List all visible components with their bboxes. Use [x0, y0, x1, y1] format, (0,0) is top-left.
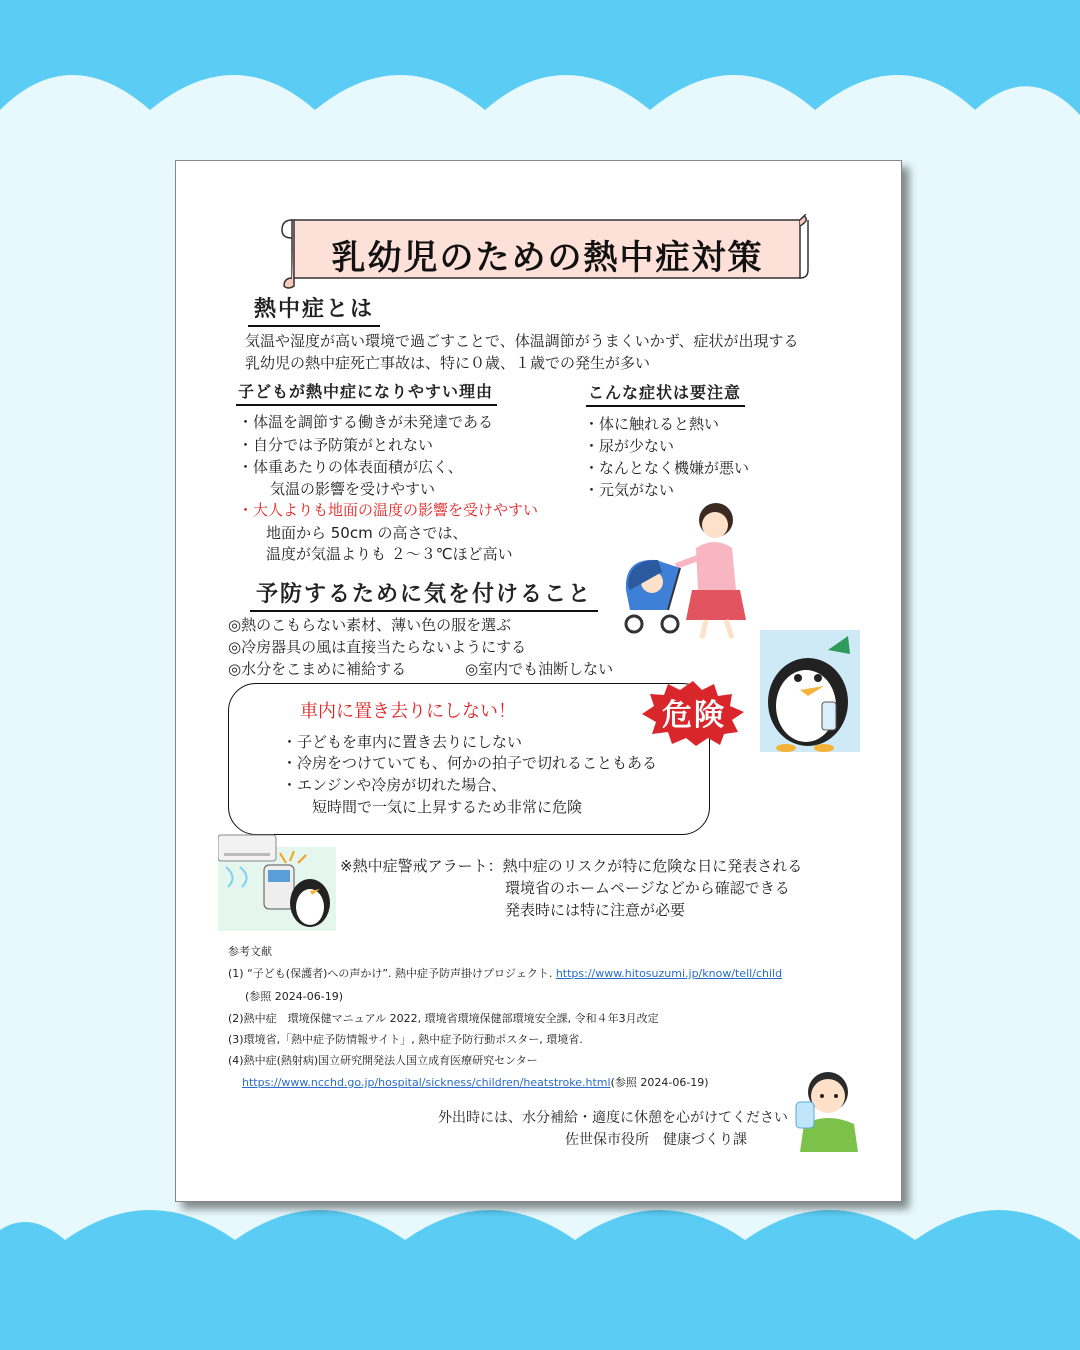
car-warning-heading: 車内に置き去りにしない！ [300, 701, 516, 722]
footer-message: 外出時には、水分補給・適度に休憩を心がけてください [438, 1110, 788, 1126]
references-heading: 参考文献 [228, 945, 272, 958]
prevention-item: ◎水分をこまめに補給する [228, 660, 407, 678]
prevention-item: ◎熱のこもらない素材、薄い色の服を選ぶ [228, 616, 512, 634]
section-heading-what-is-heatstroke: 熱中症とは [248, 292, 380, 327]
symptom-item: ・体に触れると熱い [584, 415, 720, 433]
prevention-heading: 予防するために気を付けること [250, 577, 598, 612]
reasons-heading: 子どもが熱中症になりやすい理由 [236, 379, 497, 406]
reason-item: ・自分では予防策がとれない [238, 436, 434, 454]
bottom-wave-decoration [0, 1190, 1080, 1350]
reference-1-access-date: (参照 2024-06-19) [245, 990, 344, 1003]
car-warning-item: ・冷房をつけていても、何かの拍子で切れることもある [282, 754, 658, 772]
page-title: 乳幼児のための熱中症対策 [331, 238, 764, 278]
symptom-item: ・尿が少ない [584, 437, 675, 455]
reason-item: ・体温を調節する働きが未発達である [238, 413, 494, 431]
reference-1-link[interactable]: https://www.hitosuzumi.jp/know/tell/child [555, 967, 783, 980]
alert-source: 環境省のホームページなどから確認できる [505, 879, 790, 897]
car-warning-item: ・エンジンや冷房が切れた場合、 [282, 776, 507, 794]
reason-item-highlighted: ・大人よりも地面の温度の影響を受けやすい [238, 501, 539, 519]
reference-4-link[interactable]: https://www.ncchd.go.jp/hospital/sickness/children/heatstroke.html [242, 1076, 611, 1089]
reference-4-access-date: (参照 2024-06-19) [610, 1076, 709, 1089]
symptom-item: ・なんとなく機嫌が悪い [584, 459, 750, 477]
reason-item-continued: 気温の影響を受けやすい [270, 480, 436, 498]
reference-4-link-line [242, 1075, 709, 1091]
alert-caution: 発表時には特に注意が必要 [505, 901, 686, 919]
reference-2: (2)熱中症 環境保健マニュアル 2022, 環境省環境保健部環境安全課, 令和４年3月改定 [228, 1012, 659, 1025]
car-warning-item: ・子どもを車内に置き去りにしない [282, 733, 523, 751]
car-warning-item-continued: 短時間で一気に上昇するため非常に危険 [312, 798, 583, 816]
prevention-item: ◎室内でも油断しない [465, 660, 614, 678]
reason-detail: 地面から 50cm の高さでは、 [266, 524, 468, 542]
infant-risk-text: 乳幼児の熱中症死亡事故は、特に０歳、１歳での発生が多い [245, 354, 651, 372]
reference-4: (4)熱中症(熱射病)国立研究開発法人国立成育医療研究センター [228, 1054, 538, 1067]
footer-organization: 佐世保市役所 健康づくり課 [565, 1132, 747, 1148]
boy-drinking-water-illustration [792, 1066, 860, 1152]
reference-1-text: (1) “子ども(保護者)への声かけ”. 熱中症予防声掛けプロジェクト. [228, 967, 553, 980]
reason-item: ・体重あたりの体表面積が広く、 [238, 458, 463, 476]
definition-text: 気温や湿度が高い環境で過ごすことで、体温調節がうまくいかず、症状が出現する [245, 332, 799, 350]
symptom-item: ・元気がない [584, 481, 675, 499]
reason-detail: 温度が気温よりも ２～３℃ほど高い [266, 545, 513, 563]
prevention-item: ◎冷房器具の風は直接当たらないようにする [228, 638, 527, 656]
symptoms-heading: こんな症状は要注意 [586, 380, 745, 407]
mother-stroller-illustration [618, 498, 753, 643]
top-wave-decoration [0, 0, 1080, 140]
alert-definition: ※熱中症警戒アラート：熱中症のリスクが特に危険な日に発表される [340, 857, 803, 875]
reference-1 [228, 966, 782, 982]
air-conditioner-penguin-illustration [218, 833, 336, 931]
reference-3: (3)環境省,「熱中症予防情報サイト」, 熱中症予防行動ポスター, 環境省. [228, 1033, 583, 1046]
sweating-penguin-illustration [760, 630, 860, 752]
danger-badge-label: 危険 [662, 698, 726, 733]
